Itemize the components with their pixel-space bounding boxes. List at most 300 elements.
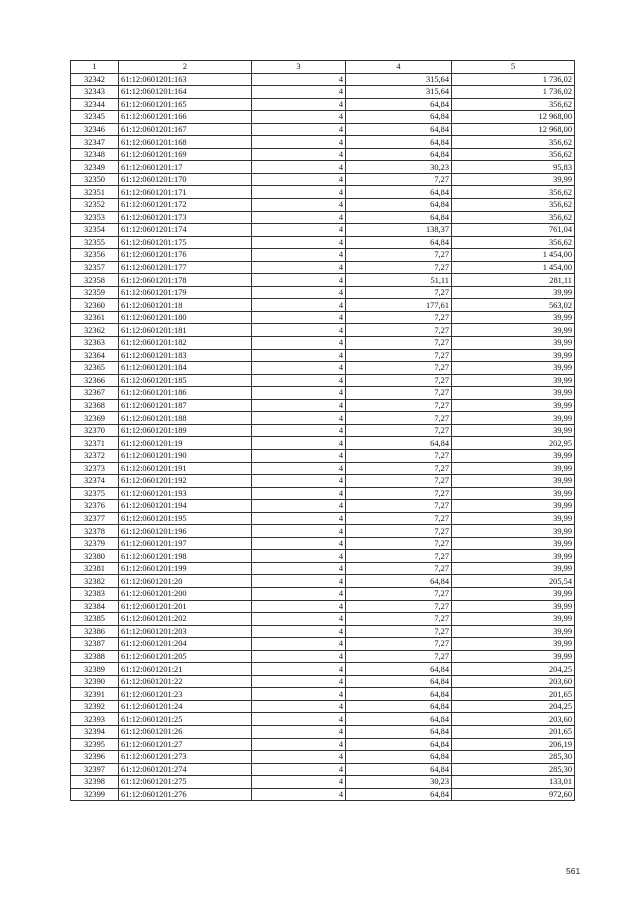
cadastral-number-cell: 61:12:0601201:195 [119,512,252,525]
value-cell: 203,60 [452,675,575,688]
cadastral-number-cell: 61:12:0601201:190 [119,449,252,462]
rate-cell: 64,84 [346,199,452,212]
rate-cell: 7,27 [346,311,452,324]
row-number-cell: 32397 [71,763,119,776]
table-row [71,462,575,475]
value-cell: 39,99 [452,613,575,626]
table-row [71,575,575,588]
cadastral-number-cell: 61:12:0601201:18 [119,299,252,312]
cadastral-number-cell: 61:12:0601201:172 [119,199,252,212]
table-row [71,123,575,136]
table-row [71,311,575,324]
rate-cell: 64,84 [346,123,452,136]
table-row [71,537,575,550]
row-number-cell: 32355 [71,236,119,249]
rate-cell: 64,84 [346,738,452,751]
cadastral-number-cell: 61:12:0601201:171 [119,186,252,199]
rate-cell: 7,27 [346,374,452,387]
group-cell: 4 [252,575,346,588]
value-cell: 12 968,00 [452,123,575,136]
table-row [71,663,575,676]
group-cell: 4 [252,751,346,764]
value-cell: 39,99 [452,475,575,488]
group-cell: 4 [252,412,346,425]
table-row [71,136,575,149]
value-cell: 39,99 [452,638,575,651]
group-cell: 4 [252,173,346,186]
row-number-cell: 32383 [71,587,119,600]
cadastral-number-cell: 61:12:0601201:188 [119,412,252,425]
cadastral-number-cell: 61:12:0601201:198 [119,550,252,563]
table-row [71,738,575,751]
cadastral-number-cell: 61:12:0601201:203 [119,625,252,638]
rate-cell: 7,27 [346,337,452,350]
cadastral-number-cell: 61:12:0601201:165 [119,98,252,111]
group-cell: 4 [252,437,346,450]
table-row [71,788,575,801]
column-header: 5 [452,61,575,74]
row-number-cell: 32357 [71,261,119,274]
group-cell: 4 [252,537,346,550]
rate-cell: 7,27 [346,613,452,626]
rate-cell: 64,84 [346,236,452,249]
cadastral-number-cell: 61:12:0601201:186 [119,387,252,400]
cadastral-number-cell: 61:12:0601201:196 [119,525,252,538]
value-cell: 39,99 [452,600,575,613]
rate-cell: 7,27 [346,650,452,663]
table-row [71,236,575,249]
cadastral-number-cell: 61:12:0601201:175 [119,236,252,249]
rate-cell: 7,27 [346,525,452,538]
rate-cell: 7,27 [346,600,452,613]
cadastral-number-cell: 61:12:0601201:182 [119,337,252,350]
row-number-cell: 32399 [71,788,119,801]
rate-cell: 7,27 [346,587,452,600]
rate-cell: 7,27 [346,449,452,462]
row-number-cell: 32372 [71,449,119,462]
group-cell: 4 [252,199,346,212]
group-cell: 4 [252,625,346,638]
rate-cell: 64,84 [346,186,452,199]
value-cell: 39,99 [452,537,575,550]
rate-cell: 138,37 [346,224,452,237]
row-number-cell: 32393 [71,713,119,726]
rate-cell: 64,84 [346,763,452,776]
value-cell: 201,65 [452,688,575,701]
row-number-cell: 32344 [71,98,119,111]
value-cell: 356,62 [452,199,575,212]
group-cell: 4 [252,399,346,412]
table-row [71,173,575,186]
group-cell: 4 [252,675,346,688]
group-cell: 4 [252,587,346,600]
group-cell: 4 [252,700,346,713]
group-cell: 4 [252,688,346,701]
row-number-cell: 32373 [71,462,119,475]
table-row [71,763,575,776]
value-cell: 761,04 [452,224,575,237]
value-cell: 39,99 [452,324,575,337]
cadastral-number-cell: 61:12:0601201:189 [119,424,252,437]
value-cell: 39,99 [452,512,575,525]
value-cell: 39,99 [452,587,575,600]
cadastral-number-cell: 61:12:0601201:204 [119,638,252,651]
value-cell: 356,62 [452,98,575,111]
rate-cell: 64,84 [346,688,452,701]
group-cell: 4 [252,600,346,613]
value-cell: 1 454,00 [452,249,575,262]
group-cell: 4 [252,274,346,287]
group-cell: 4 [252,98,346,111]
column-header: 1 [71,61,119,74]
cadastral-number-cell: 61:12:0601201:163 [119,73,252,86]
row-number-cell: 32368 [71,399,119,412]
value-cell: 39,99 [452,550,575,563]
table-row [71,713,575,726]
cadastral-number-cell: 61:12:0601201:181 [119,324,252,337]
group-cell: 4 [252,286,346,299]
rate-cell: 7,27 [346,487,452,500]
cadastral-number-cell: 61:12:0601201:23 [119,688,252,701]
row-number-cell: 32381 [71,562,119,575]
table-row [71,299,575,312]
rate-cell: 7,27 [346,286,452,299]
table-row [71,324,575,337]
table-row [71,337,575,350]
group-cell: 4 [252,550,346,563]
table-row [71,387,575,400]
row-number-cell: 32375 [71,487,119,500]
value-cell: 39,99 [452,349,575,362]
row-number-cell: 32395 [71,738,119,751]
table-row [71,224,575,237]
row-number-cell: 32363 [71,337,119,350]
value-cell: 206,19 [452,738,575,751]
row-number-cell: 32367 [71,387,119,400]
value-cell: 12 968,00 [452,111,575,124]
cadastral-number-cell: 61:12:0601201:174 [119,224,252,237]
value-cell: 133,01 [452,776,575,789]
value-cell: 281,11 [452,274,575,287]
value-cell: 39,99 [452,487,575,500]
row-number-cell: 32358 [71,274,119,287]
row-number-cell: 32361 [71,311,119,324]
rate-cell: 315,64 [346,73,452,86]
rate-cell: 64,84 [346,437,452,450]
rate-cell: 64,84 [346,700,452,713]
rate-cell: 30,23 [346,776,452,789]
group-cell: 4 [252,337,346,350]
row-number-cell: 32385 [71,613,119,626]
row-number-cell: 32380 [71,550,119,563]
cadastral-number-cell: 61:12:0601201:199 [119,562,252,575]
group-cell: 4 [252,324,346,337]
row-number-cell: 32396 [71,751,119,764]
row-number-cell: 32360 [71,299,119,312]
row-number-cell: 32394 [71,725,119,738]
cadastral-number-cell: 61:12:0601201:164 [119,86,252,99]
table-row [71,148,575,161]
column-header: 2 [119,61,252,74]
cadastral-number-cell: 61:12:0601201:185 [119,374,252,387]
row-number-cell: 32354 [71,224,119,237]
group-cell: 4 [252,725,346,738]
table-row [71,512,575,525]
table-row [71,700,575,713]
value-cell: 1 454,00 [452,261,575,274]
cadastral-number-cell: 61:12:0601201:19 [119,437,252,450]
table-row [71,161,575,174]
rate-cell: 64,84 [346,148,452,161]
value-cell: 285,30 [452,751,575,764]
table-row [71,399,575,412]
value-cell: 39,99 [452,387,575,400]
group-cell: 4 [252,299,346,312]
cadastral-number-cell: 61:12:0601201:184 [119,362,252,375]
value-cell: 356,62 [452,211,575,224]
value-cell: 1 736,02 [452,86,575,99]
rate-cell: 7,27 [346,387,452,400]
row-number-cell: 32359 [71,286,119,299]
row-number-cell: 32374 [71,475,119,488]
row-number-cell: 32362 [71,324,119,337]
cadastral-number-cell: 61:12:0601201:197 [119,537,252,550]
rate-cell: 7,27 [346,625,452,638]
row-number-cell: 32378 [71,525,119,538]
table-row [71,412,575,425]
group-cell: 4 [252,776,346,789]
table-row [71,362,575,375]
value-cell: 201,65 [452,725,575,738]
group-cell: 4 [252,424,346,437]
row-number-cell: 32347 [71,136,119,149]
table-row [71,186,575,199]
cadastral-number-cell: 61:12:0601201:168 [119,136,252,149]
cadastral-number-cell: 61:12:0601201:202 [119,613,252,626]
value-cell: 203,60 [452,713,575,726]
table-row [71,600,575,613]
row-number-cell: 32369 [71,412,119,425]
cadastral-number-cell: 61:12:0601201:170 [119,173,252,186]
table-row [71,249,575,262]
cadastral-number-cell: 61:12:0601201:193 [119,487,252,500]
value-cell: 39,99 [452,462,575,475]
row-number-cell: 32379 [71,537,119,550]
value-cell: 39,99 [452,562,575,575]
cadastral-number-cell: 61:12:0601201:22 [119,675,252,688]
rate-cell: 64,84 [346,675,452,688]
cadastral-number-cell: 61:12:0601201:24 [119,700,252,713]
cadastral-number-cell: 61:12:0601201:194 [119,500,252,513]
rate-cell: 7,27 [346,537,452,550]
table-row [71,437,575,450]
rate-cell: 7,27 [346,324,452,337]
row-number-cell: 32352 [71,199,119,212]
value-cell: 285,30 [452,763,575,776]
table-row [71,525,575,538]
rate-cell: 177,61 [346,299,452,312]
row-number-cell: 32346 [71,123,119,136]
group-cell: 4 [252,562,346,575]
cadastral-number-cell: 61:12:0601201:173 [119,211,252,224]
group-cell: 4 [252,261,346,274]
row-number-cell: 32351 [71,186,119,199]
group-cell: 4 [252,374,346,387]
row-number-cell: 32349 [71,161,119,174]
table-row [71,751,575,764]
row-number-cell: 32364 [71,349,119,362]
value-cell: 39,99 [452,173,575,186]
cadastral-number-cell: 61:12:0601201:166 [119,111,252,124]
row-number-cell: 32353 [71,211,119,224]
table-row [71,638,575,651]
cadastral-number-cell: 61:12:0601201:192 [119,475,252,488]
value-cell: 39,99 [452,337,575,350]
rate-cell: 7,27 [346,399,452,412]
table-row [71,274,575,287]
value-cell: 39,99 [452,311,575,324]
table-row [71,688,575,701]
cadastral-value-table [70,60,575,801]
table-row [71,675,575,688]
row-number-cell: 32366 [71,374,119,387]
cadastral-number-cell: 61:12:0601201:183 [119,349,252,362]
table-row [71,550,575,563]
cadastral-number-cell: 61:12:0601201:205 [119,650,252,663]
group-cell: 4 [252,136,346,149]
row-number-cell: 32377 [71,512,119,525]
row-number-cell: 32343 [71,86,119,99]
group-cell: 4 [252,161,346,174]
value-cell: 356,62 [452,136,575,149]
table-row [71,286,575,299]
group-cell: 4 [252,224,346,237]
cadastral-number-cell: 61:12:0601201:201 [119,600,252,613]
rate-cell: 7,27 [346,462,452,475]
row-number-cell: 32345 [71,111,119,124]
group-cell: 4 [252,387,346,400]
group-cell: 4 [252,512,346,525]
cadastral-number-cell: 61:12:0601201:17 [119,161,252,174]
cadastral-number-cell: 61:12:0601201:169 [119,148,252,161]
group-cell: 4 [252,663,346,676]
cadastral-number-cell: 61:12:0601201:273 [119,751,252,764]
row-number-cell: 32398 [71,776,119,789]
value-cell: 356,62 [452,148,575,161]
rate-cell: 7,27 [346,173,452,186]
value-cell: 39,99 [452,286,575,299]
table-header-row [71,61,575,74]
group-cell: 4 [252,349,346,362]
rate-cell: 7,27 [346,424,452,437]
group-cell: 4 [252,211,346,224]
rate-cell: 7,27 [346,412,452,425]
table-row [71,487,575,500]
rate-cell: 64,84 [346,713,452,726]
rate-cell: 7,27 [346,638,452,651]
rate-cell: 7,27 [346,550,452,563]
value-cell: 356,62 [452,186,575,199]
table-row [71,449,575,462]
row-number-cell: 32371 [71,437,119,450]
group-cell: 4 [252,186,346,199]
rate-cell: 7,27 [346,349,452,362]
rate-cell: 30,23 [346,161,452,174]
value-cell: 39,99 [452,500,575,513]
cadastral-number-cell: 61:12:0601201:176 [119,249,252,262]
cadastral-number-cell: 61:12:0601201:275 [119,776,252,789]
group-cell: 4 [252,788,346,801]
group-cell: 4 [252,73,346,86]
row-number-cell: 32365 [71,362,119,375]
group-cell: 4 [252,362,346,375]
table-row [71,475,575,488]
row-number-cell: 32392 [71,700,119,713]
row-number-cell: 32384 [71,600,119,613]
value-cell: 204,25 [452,700,575,713]
row-number-cell: 32348 [71,148,119,161]
rate-cell: 64,84 [346,211,452,224]
rate-cell: 64,84 [346,136,452,149]
row-number-cell: 32382 [71,575,119,588]
table-row [71,98,575,111]
row-number-cell: 32376 [71,500,119,513]
table-row [71,625,575,638]
rate-cell: 7,27 [346,512,452,525]
cadastral-number-cell: 61:12:0601201:187 [119,399,252,412]
rate-cell: 64,84 [346,663,452,676]
value-cell: 202,95 [452,437,575,450]
table-row [71,613,575,626]
value-cell: 563,02 [452,299,575,312]
table-row [71,650,575,663]
cadastral-number-cell: 61:12:0601201:178 [119,274,252,287]
value-cell: 356,62 [452,236,575,249]
cadastral-number-cell: 61:12:0601201:26 [119,725,252,738]
value-cell: 95,83 [452,161,575,174]
cadastral-number-cell: 61:12:0601201:25 [119,713,252,726]
row-number-cell: 32390 [71,675,119,688]
group-cell: 4 [252,449,346,462]
group-cell: 4 [252,638,346,651]
group-cell: 4 [252,111,346,124]
table-row [71,349,575,362]
group-cell: 4 [252,86,346,99]
cadastral-number-cell: 61:12:0601201:274 [119,763,252,776]
table-row [71,199,575,212]
row-number-cell: 32391 [71,688,119,701]
rate-cell: 7,27 [346,475,452,488]
group-cell: 4 [252,123,346,136]
rate-cell: 64,84 [346,725,452,738]
group-cell: 4 [252,236,346,249]
table-body [71,73,575,801]
table-row [71,73,575,86]
value-cell: 205,54 [452,575,575,588]
column-header: 4 [346,61,452,74]
row-number-cell: 32387 [71,638,119,651]
value-cell: 39,99 [452,449,575,462]
cadastral-number-cell: 61:12:0601201:167 [119,123,252,136]
value-cell: 39,99 [452,399,575,412]
table-row [71,776,575,789]
cadastral-number-cell: 61:12:0601201:200 [119,587,252,600]
rate-cell: 7,27 [346,261,452,274]
cadastral-number-cell: 61:12:0601201:180 [119,311,252,324]
group-cell: 4 [252,462,346,475]
table-row [71,374,575,387]
value-cell: 39,99 [452,525,575,538]
